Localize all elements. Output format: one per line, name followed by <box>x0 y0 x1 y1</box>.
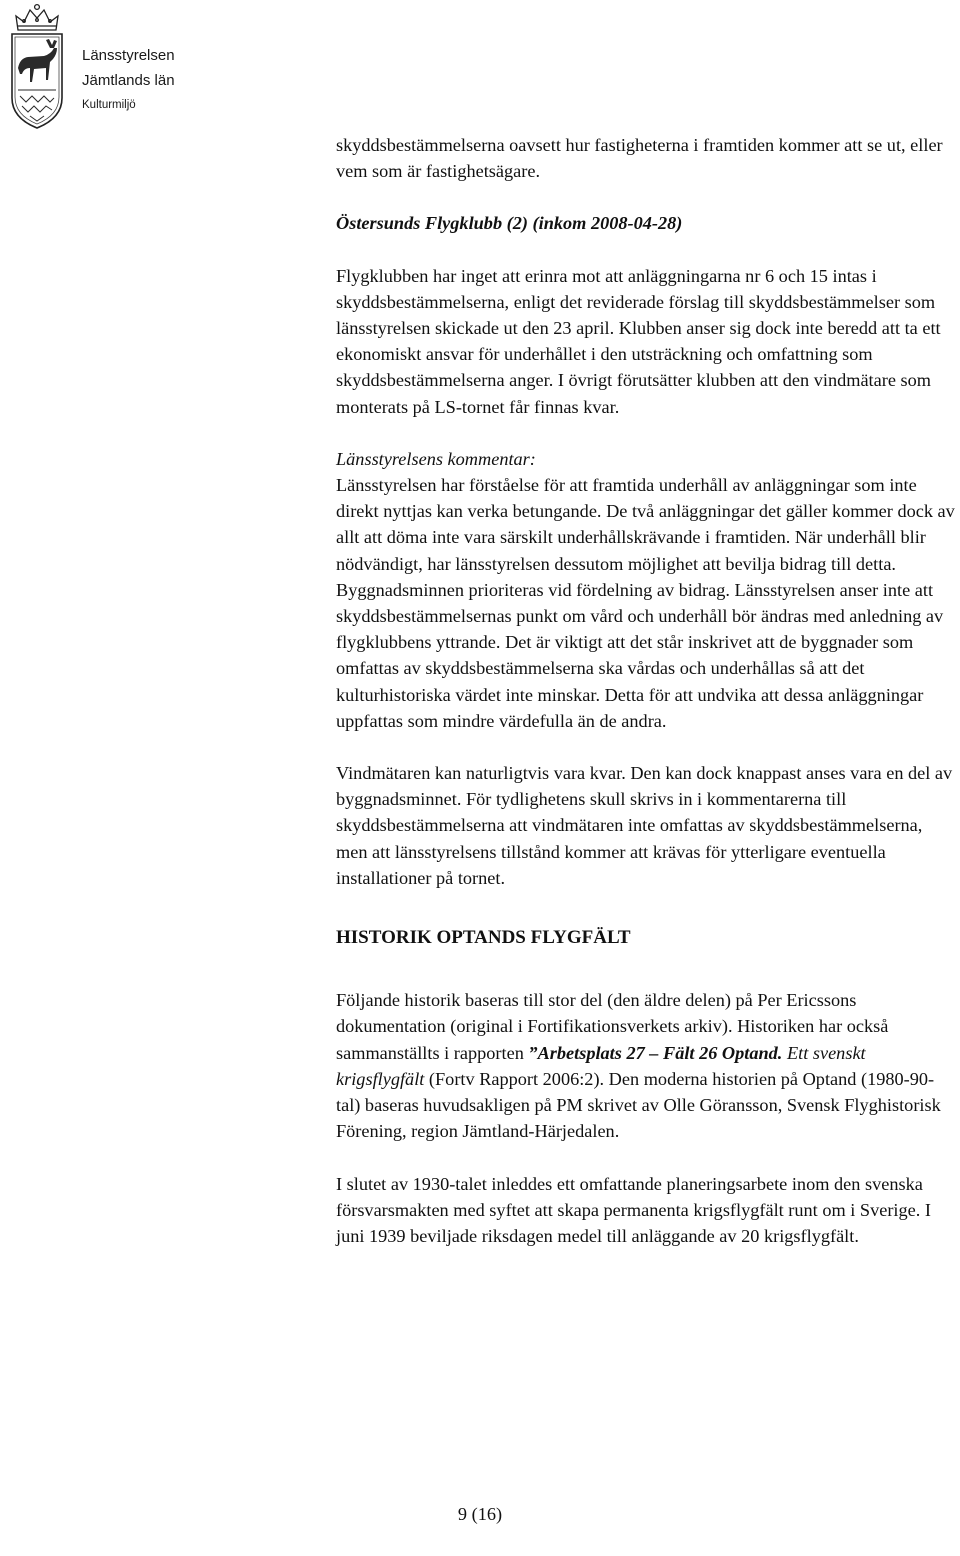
organization-name-block <box>82 46 175 114</box>
section-heading-flygklubb: Östersunds Flygklubb (2) (inkom 2008-04-28) <box>336 213 683 234</box>
org-name-line1: Länsstyrelsen <box>82 47 175 64</box>
paragraph-comment: Länsstyrelsen har förståelse för att framtida underhåll av anläggningar som inte direkt nyttjas kan verka betungande. De två anläggningar det gäller kommer dock av allt att döma inte vara särskilt underhållskrävande i framtiden. När underhåll blir nödvändigt, har länsstyrelsen dessutom möjlighet att bevilja bidrag till detta. Byggnadsminnen prioriteras vid fördelning av bidrag. Länsstyrelsen anser inte att skyddsbestämmelsernas punkt om vård och underhåll bör ändras med anledning av flygklubbens yttrande. Det är viktigt att det står inskrivet att de byggnader som omfattas av skyddsbestämmelserna ska vårdas och underhållas så att det kulturhistoriska värdet inte minskar. Detta för att undvika att dessa anläggningar uppfattas som mindre värdefulla än de andra. <box>336 475 955 731</box>
page-number: 9 (16) <box>457 1504 503 1524</box>
paragraph-historik-1930: I slutet av 1930-talet inleddes ett omfattande planeringsarbete inom den svenska försvarsmakten med syftet att skapa permanenta krigsflygfält runt om i Sverige. I juni 1939 beviljade riksdagen medel till anläggande av 20 krigsflygfält. <box>336 1173 931 1246</box>
report-title-italic: Ett svenskt krigsflygfält <box>336 1042 866 1089</box>
historik-text-b: (Fortv Rapport 2006:2). Den moderna historien på Optand (1980-90-tal) baseras huvudsakligen på PM skrivet av Olle Göransson, Svensk Flyghistorisk Förening, region Jämtland-Härjedalen. <box>336 1068 941 1142</box>
paragraph-intro: skyddsbestämmelserna oavsett hur fastigheterna i framtiden kommer att se ut, eller vem som är fastighetsägare. <box>336 135 943 182</box>
org-department: Kulturmiljö <box>82 99 136 111</box>
paragraph-flygklubb: Flygklubben har inget att erinra mot att anläggningarna nr 6 och 15 intas i skyddsbestämmelserna, enligt det reviderade förslag till skyddsbestämmelser som länsstyrelsen skickade ut den 23 april. Klubben anser sig dock inte beredd att ta ett ekonomiskt ansvar för underhållet i den utsträckning och omfattning som skyddsbestämmelserna anger. I övrigt förutsätter klubben att den vindmätare som monterats på LS-tornet får finnas kvar. <box>336 265 941 417</box>
org-name-line2: Jämtlands län <box>82 72 175 89</box>
comment-label: Länsstyrelsens kommentar: <box>336 448 536 469</box>
section-heading-historik: HISTORIK OPTANDS FLYGFÄLT <box>336 927 631 949</box>
paragraph-historik-sources <box>336 987 956 1144</box>
document-body <box>336 132 956 1249</box>
historik-text-a: Följande historik baseras till stor del (den äldre delen) på Per Ericssons dokumentation (original i Fortifikationsverkets arkiv). Historiken har också sammanställts i rapporten <box>336 990 889 1063</box>
report-title-bold: ”Arbetsplats 27 – Fält 26 Optand. <box>528 1042 783 1063</box>
coat-of-arms-icon <box>4 2 70 132</box>
paragraph-vindmatare: Vindmätaren kan naturligtvis vara kvar. Den kan dock knappast anses vara en del av byggnadsminnet. För tydlighetens skull skrivs in i kommentarerna till skyddsbestämmelserna att vindmätaren inte omfattas av skyddsbestämmelserna, men att länsstyrelsens tillstånd kommer att krävas för ytterligare eventuella installationer på tornet. <box>336 763 953 888</box>
